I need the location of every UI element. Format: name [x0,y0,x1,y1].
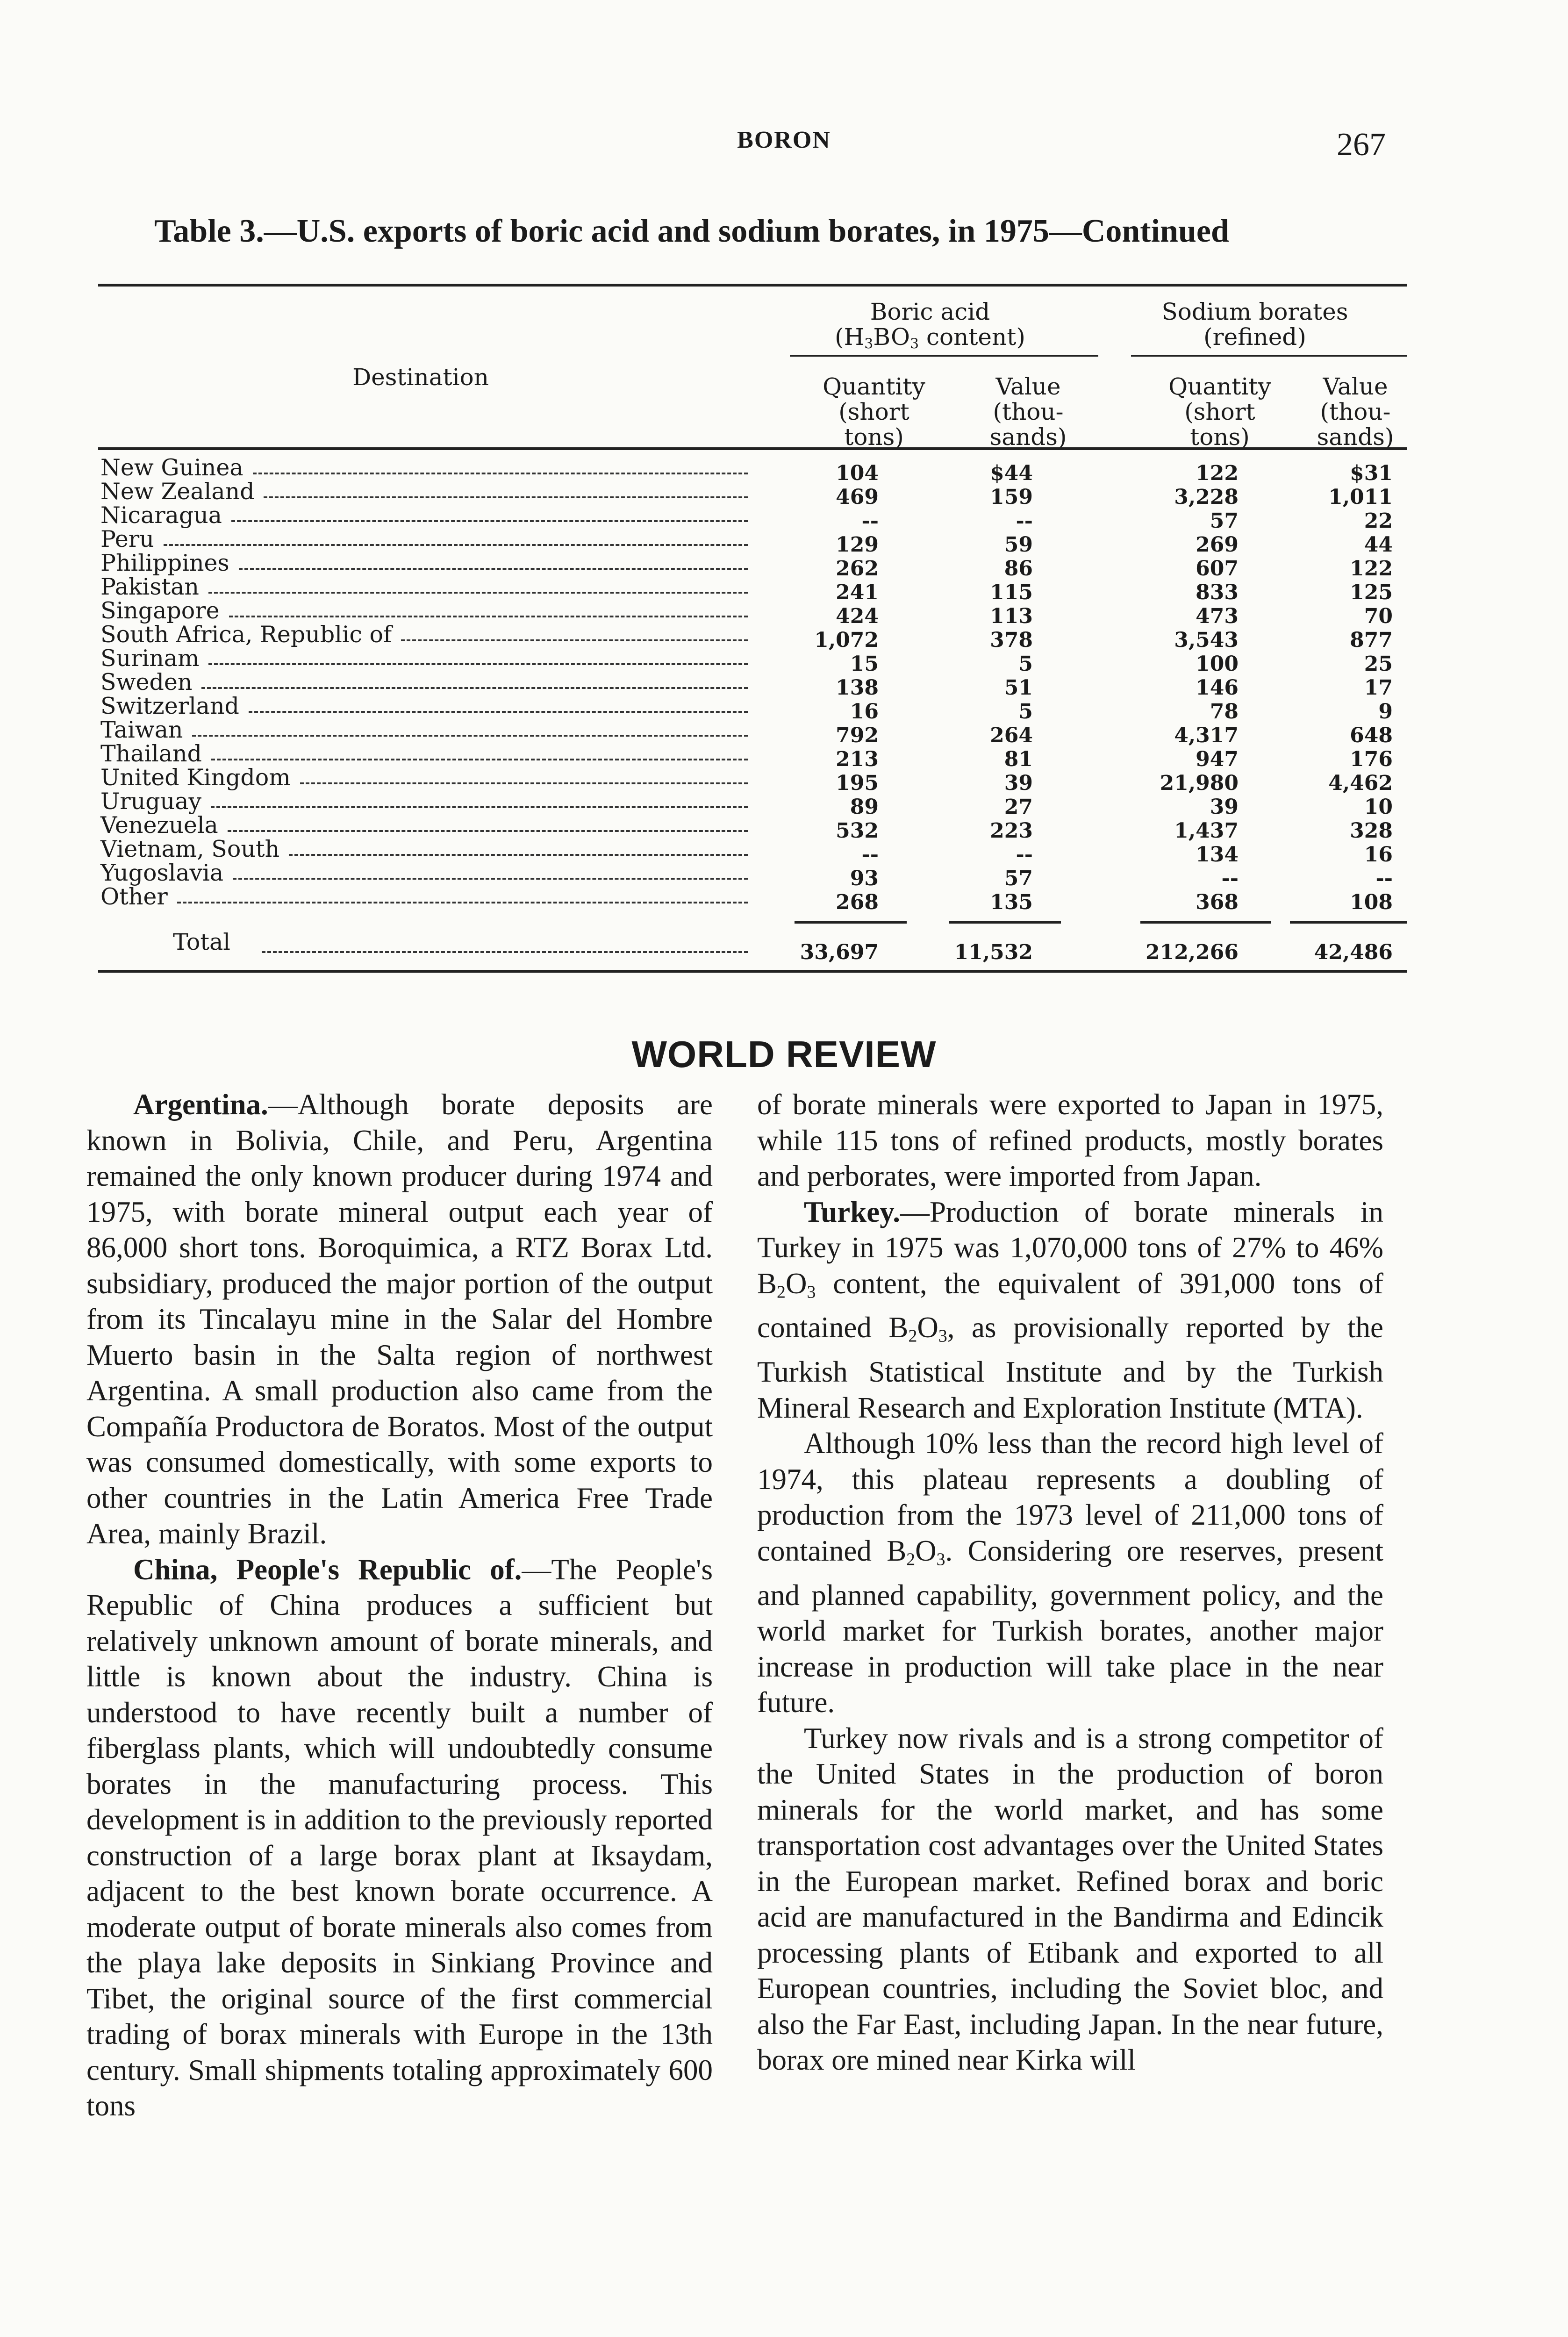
dot-leader [229,616,748,617]
cell-sb-value: 176 [1350,747,1393,771]
destination-cell: Venezuela [100,812,218,839]
cell-ba-value: $44 [990,461,1033,485]
dot-leader [262,951,748,953]
total-sb-value: 42,486 [1314,940,1393,964]
column-header-line: (thou- [993,398,1064,425]
group-header-line: Sodium borates [1161,298,1348,325]
column-header-line: tons) [844,423,904,451]
cell-sb-quantity: 833 [1196,581,1239,604]
dot-leader [300,782,748,784]
cell-ba-quantity: -- [861,509,879,533]
cell-sb-value: 16 [1364,843,1393,867]
destination-cell: Sweden [100,669,193,695]
destination-cell: Thailand [100,740,202,767]
cell-sb-quantity: 1,437 [1174,819,1239,843]
dot-leader [201,687,748,689]
destination-cell: Yugoslavia [100,860,224,886]
cell-ba-quantity: 89 [850,795,879,819]
column-header-line: (thou- [1320,398,1391,425]
paragraph-turkey [757,1194,1383,1426]
column-header-line: Value [995,373,1061,400]
table-bottom-rule [98,970,1407,973]
cell-sb-value: 25 [1364,652,1393,676]
group-header-line: ($H_3BO_3$ content) [835,323,1025,352]
page-number: 267 [1337,127,1386,163]
cell-ba-value: 135 [990,890,1033,914]
cell-ba-value: 378 [990,628,1033,652]
cell-sb-quantity: 3,543 [1174,628,1239,652]
cell-ba-quantity: 16 [850,700,879,724]
cell-ba-quantity: 469 [836,485,879,509]
cell-ba-value: 223 [990,819,1033,843]
table-title: Table 3.—U.S. exports of boric acid and sodium borates, in 1975—Continued [154,213,1229,249]
paragraph-text: —Production of borate minerals in Turkey in 1975 was 1,070,000 tons of 27% to 46% $B_2O_3$ content, the equivalent of 391,000 tons of contained $B_2O_3$, as provisionally reported by the Turkish Statistical Institute and by the Turkish Mineral Research and Exploration Institute (MTA). [757,1195,1383,1424]
cell-sb-quantity: 269 [1196,533,1239,557]
paragraph-text: Turkey now rivals and is a strong competitor of the United States in the production of boron minerals for the world market, and has some transportation cost advantages over the United States in the European market. Refined borax and boric acid are manufactured in the Bandirma and Edincik processing plants of Etibank and exported to all European countries, including the Soviet bloc, and also the Far East, including Japan. In the near future, borax ore mined near Kirka will [757,1721,1383,2077]
cell-ba-quantity: 15 [850,652,879,676]
destination-cell: New Zealand [100,478,255,505]
dot-leader [211,806,748,808]
destination-header: Destination [352,364,489,391]
cell-sb-value: 1,011 [1328,485,1393,509]
cell-sb-quantity: 947 [1196,747,1239,771]
left-column [86,1087,713,2124]
total-sb-quantity: 212,266 [1145,940,1239,964]
cell-ba-quantity: 532 [836,819,879,843]
cell-sb-quantity: 122 [1196,461,1239,485]
destination-cell: New Guinea [100,454,243,481]
dot-leader [211,759,748,760]
cell-ba-quantity: 1,072 [814,628,879,652]
cell-ba-value: 159 [990,485,1033,509]
cell-ba-quantity: 195 [836,771,879,795]
paragraph-argentina [86,1087,713,1552]
cell-sb-quantity: 57 [1210,509,1239,533]
paragraph-continued [757,1087,1383,1194]
cell-sb-value: $31 [1350,461,1393,485]
header-bottom-rule [98,447,1407,450]
column-header-ba-quantity [804,374,944,450]
dot-leader [231,520,748,522]
paragraph-text: Although 10% less than the record high level of 1974, this plateau represents a doubling of production from the 1973 level of 211,000 tons of contained $B_2O_3$. Considering ore reserves, present and planned capability, government policy, and the world market for Turkish borates, another major increase in production will take place in the near future. [757,1427,1384,1719]
cell-ba-quantity: 93 [850,867,879,890]
cell-ba-value: -- [1016,843,1033,867]
column-header-line: (short [838,398,909,425]
destination-cell: South Africa, Republic of [100,621,392,648]
destination-cell: Singapore [100,597,220,624]
sum-rule [795,921,907,924]
group-header-line: Boric acid [870,298,990,325]
dot-leader [239,568,748,570]
total-ba-value: 11,532 [954,940,1033,964]
destination-cell: Taiwan [100,717,183,743]
destination-cell: Peru [100,526,154,552]
cell-sb-quantity: 3,228 [1174,485,1239,509]
cell-sb-quantity: 39 [1210,795,1239,819]
group-rule-sodium-borates [1131,355,1407,357]
right-column [757,1087,1383,2078]
total-label: Total [173,929,230,955]
destination-cell: Philippines [100,550,229,576]
cell-ba-quantity: 129 [836,533,879,557]
cell-sb-value: 4,462 [1328,771,1393,795]
destination-cell: Nicaragua [100,502,222,529]
cell-ba-value: -- [1016,509,1033,533]
cell-sb-value: 70 [1364,604,1393,628]
column-header-line: Quantity [823,373,925,400]
cell-ba-quantity: -- [861,843,879,867]
dot-leader [164,544,748,546]
group-header-boric-acid [766,299,1094,357]
cell-sb-quantity: 607 [1196,557,1239,581]
cell-sb-quantity: 21,980 [1160,771,1239,795]
cell-sb-value: -- [1375,867,1393,890]
dot-leader [228,830,748,832]
column-header-line: sands) [989,423,1067,451]
cell-sb-value: 122 [1350,557,1393,581]
cell-sb-value: 22 [1364,509,1393,533]
cell-sb-value: 328 [1350,819,1393,843]
cell-ba-quantity: 241 [836,581,879,604]
cell-ba-value: 5 [1018,652,1033,676]
cell-sb-value: 648 [1350,724,1393,747]
total-ba-quantity: 33,697 [800,940,879,964]
cell-sb-value: 17 [1364,676,1393,700]
cell-ba-value: 27 [1004,795,1033,819]
cell-sb-quantity: 146 [1196,676,1239,700]
cell-sb-quantity: -- [1221,867,1239,890]
cell-sb-quantity: 78 [1210,700,1239,724]
cell-sb-value: 9 [1378,700,1393,724]
group-header-sodium-borates [1103,299,1407,350]
group-header-line: (refined) [1203,323,1306,351]
cell-ba-quantity: 262 [836,557,879,581]
dot-leader [192,735,748,737]
cell-sb-value: 108 [1350,890,1393,914]
cell-ba-value: 86 [1004,557,1033,581]
cell-ba-quantity: 268 [836,890,879,914]
dot-leader [401,639,748,641]
section-heading: WORLD REVIEW [631,1033,937,1075]
destination-cell: Vietnam, South [100,836,280,862]
cell-ba-value: 264 [990,724,1033,747]
column-header-line: (short [1184,398,1255,425]
paragraph-text: of borate minerals were exported to Japan in 1975, while 115 tons of refined products, mostly borates and perborates, were imported from Japan. [757,1088,1383,1192]
column-header-sb-value [1295,374,1416,450]
cell-ba-value: 39 [1004,771,1033,795]
destination-cell: Uruguay [100,788,202,815]
cell-sb-value: 877 [1350,628,1393,652]
cell-sb-quantity: 134 [1196,843,1239,867]
cell-ba-value: 57 [1004,867,1033,890]
cell-ba-value: 113 [990,604,1033,628]
table-top-rule [98,284,1407,287]
dot-leader [264,496,748,498]
paragraph-text: —The People's Republic of China produces a sufficient but relatively unknown amount of borate minerals, and little is known about the industry. China is understood to have recently built a number of fiberglass plants, which will undoubtedly consume borates in the manufacturing process. This development is in addition to the previously reported construction of a large borax plant at Iksaydam, adjacent to the best known borate occurrence. A moderate output of borate minerals also comes from the playa lake deposits in Sinkiang Province and Tibet, the original source of the first commercial trading of borax minerals with Europe in the 13th century. Small shipments totaling approximately 600 tons [86,1553,713,2122]
destination-cell: Surinam [100,645,200,672]
sum-rule [949,921,1061,924]
run-in-head: Turkey. [804,1195,901,1228]
destination-cell: Switzerland [100,693,239,719]
dot-leader [249,711,748,713]
column-header-ba-value [963,374,1094,450]
cell-sb-quantity: 368 [1196,890,1239,914]
cell-ba-value: 59 [1004,533,1033,557]
destination-cell: United Kingdom [100,764,291,791]
group-rule-boric-acid [790,355,1098,357]
dot-leader [253,473,748,474]
dot-leader [233,878,748,880]
cell-ba-quantity: 792 [836,724,879,747]
cell-ba-quantity: 424 [836,604,879,628]
cell-ba-value: 51 [1004,676,1033,700]
run-in-head: Argentina. [133,1088,268,1121]
running-head: BORON [737,127,831,153]
cell-sb-quantity: 473 [1196,604,1239,628]
cell-ba-value: 81 [1004,747,1033,771]
cell-ba-value: 5 [1018,700,1033,724]
dot-leader [289,854,748,856]
dot-leader [208,592,748,594]
cell-ba-quantity: 138 [836,676,879,700]
column-header-sb-quantity [1150,374,1290,450]
cell-sb-quantity: 100 [1196,652,1239,676]
column-header-line: Quantity [1168,373,1271,400]
cell-ba-quantity: 104 [836,461,879,485]
cell-sb-value: 125 [1350,581,1393,604]
sum-rule [1290,921,1407,924]
dot-leader [208,663,748,665]
paragraph-china [86,1552,713,2124]
column-header-line: tons) [1190,423,1250,451]
cell-sb-value: 10 [1364,795,1393,819]
dot-leader [177,902,748,903]
paragraph-record [757,1426,1383,1720]
cell-ba-quantity: 213 [836,747,879,771]
cell-sb-quantity: 4,317 [1174,724,1239,747]
sum-rule [1140,921,1271,924]
paragraph-text: —Although borate deposits are known in Bolivia, Chile, and Peru, Argentina remained the only known producer during 1974 and 1975, with borate mineral output each year of 86,000 short tons. Boroquimica, a RTZ Borax Ltd. subsidiary, produced the major portion of the output from its Tincalayu mine in the Salar del Hombre Muerto basin in the Salta region of northwest Argentina. A small production also came from the Compañía Productora de Boratos. Most of the output was consumed domestically, with some exports to other countries in the Latin America Free Trade Area, mainly Brazil. [86,1088,713,1550]
cell-ba-value: 115 [990,581,1033,604]
column-header-line: Value [1323,373,1388,400]
destination-cell: Pakistan [100,573,199,600]
column-header-line: sands) [1317,423,1394,451]
paragraph-rivals [757,1720,1383,2078]
destination-cell: Other [100,883,168,910]
run-in-head: China, People's Republic of. [133,1553,522,1586]
cell-sb-value: 44 [1364,533,1393,557]
